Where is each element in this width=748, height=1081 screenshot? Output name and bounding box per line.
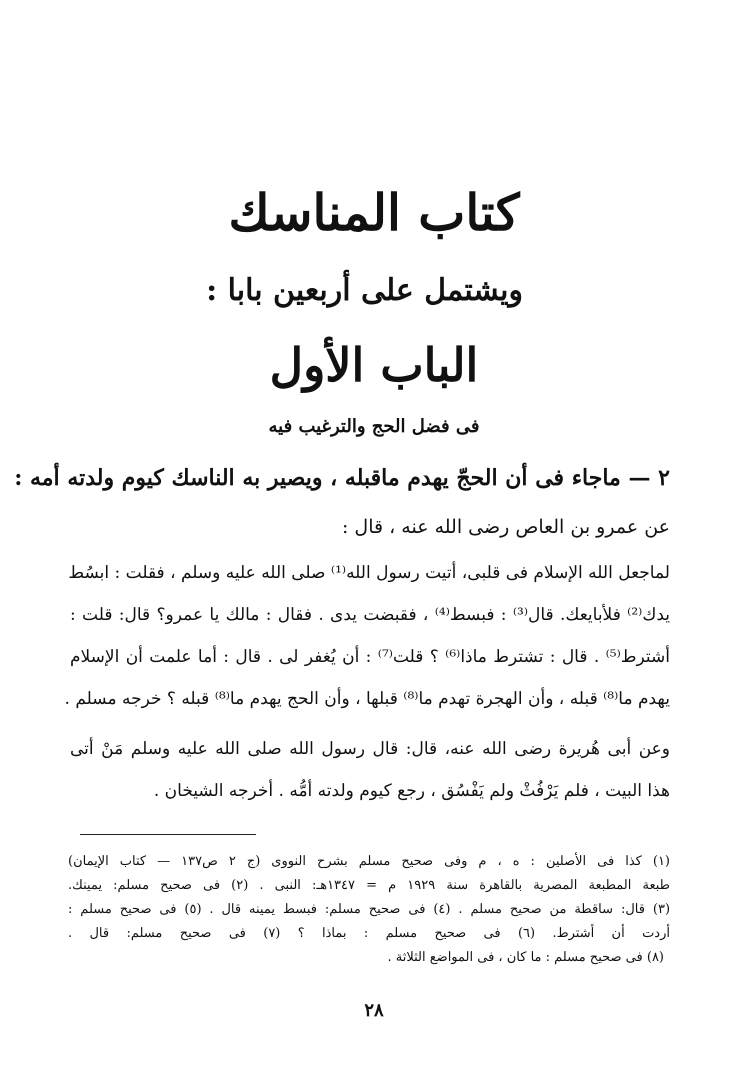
- book-title: كتاب المناسك: [228, 183, 520, 242]
- hadith-paragraph-1: [64, 552, 670, 720]
- hadith-narrator-line: عن عمرو بن العاص رضى الله عنه ، قال :: [341, 516, 670, 538]
- footnote-divider: [80, 834, 256, 835]
- paragraph-line: وعن أبى هُريرة رضى الله عنه، قال: قال رسول الله صلى الله عليه وسلم مَنْ أتى: [70, 739, 671, 759]
- contents-note: ويشتمل على أربعين بابا :: [206, 273, 523, 308]
- hadith-paragraph-2: [70, 728, 670, 812]
- chapter-title: الباب الأول: [269, 338, 479, 392]
- chapter-subtitle: فى فضل الحج والترغيب فيه: [268, 416, 480, 437]
- paragraph-line: يدك⁽²⁾ فلأبايعك. قال⁽³⁾ : فبسط⁽⁴⁾ ، فقبضت يدى . فقال : مالك يا عمرو؟ قال: قلت :: [70, 605, 670, 625]
- paragraph-line: لماجعل الله الإسلام فى قلبى، أتيت رسول الله⁽¹⁾ صلى الله عليه وسلم ، فقلت : ابسُط: [68, 563, 670, 583]
- footnote-line: طبعة المطبعة المصرية بالقاهرة سنة ١٩٢٩ م = ١٣٤٧هـ: النبى . (٢) فى صحيح مسلم: يمينك.: [68, 878, 671, 893]
- footnote-line: (٨) فى صحيح مسلم : ما كان ، فى المواضع الثلاثة .: [387, 950, 664, 965]
- footnote-line: أردت أن أشترط. (٦) فى صحيح مسلم : بماذا ؟ (٧) فى صحيح مسلم: قال .: [68, 926, 670, 941]
- footnote-line: (٣) قال: ساقطة من صحيح مسلم . (٤) فى صحيح مسلم: فبسط يمينه قال . (٥) فى صحيح مسلم :: [68, 902, 671, 917]
- footnote-line: (١) كذا فى الأصلين : ه ، م وفى صحيح مسلم بشرح النووى (ج ٢ ص١٣٧ — كتاب الإيمان): [68, 854, 670, 869]
- paragraph-line: يهدم ما⁽⁸⁾ قبله ، وأن الهجرة تهدم ما⁽⁸⁾ قبلها ، وأن الحج يهدم ما⁽⁸⁾ قبله ؟ خرجه مسلم .: [64, 689, 670, 709]
- page-number: ٢٨: [364, 1000, 384, 1021]
- paragraph-line: أشترط⁽⁵⁾ . قال : تشترط ماذا⁽⁶⁾ ؟ قلت⁽⁷⁾ : أن يُغفر لى . قال : أما علمت أن الإسلام: [70, 647, 670, 667]
- footnotes: [68, 850, 670, 970]
- section-heading: ٢ — ماجاء فى أن الحجّ يهدم ماقبله ، ويصير به الناسك كيوم ولدته أمه :: [14, 465, 670, 491]
- paragraph-line: هذا البيت ، فلم يَرْفُثْ ولم يَفْسُق ، رجع كيوم ولدته أمُّه . أخرجه الشيخان .: [153, 781, 670, 801]
